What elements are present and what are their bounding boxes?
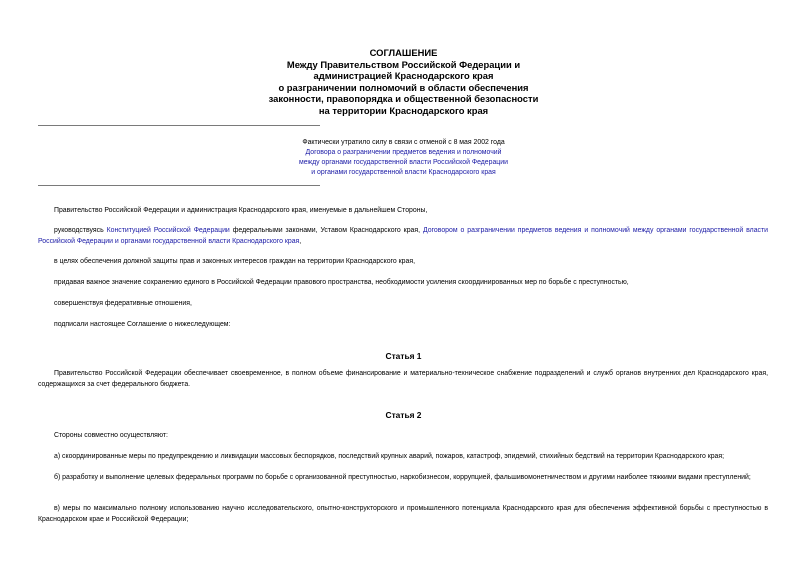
article-2-item-a: а) скоординированные меры по предупреждению и ликвидации массовых беспорядков, последствий крупных аварий, пожаров, катастроф, эпидемий, стихийных бедствий на территории Краснодарского края;: [54, 453, 725, 460]
title-line: о разграничении полномочий в области обеспечения: [278, 81, 529, 93]
title-line: Между Правительством Российской Федерации и: [286, 58, 521, 70]
status-note: [0, 138, 807, 178]
preamble-text: руководствуясь: [54, 227, 107, 234]
document-title: [0, 47, 807, 117]
repeal-link[interactable]: Договора о разграничении предметов ведения и полномочий: [305, 149, 502, 156]
divider-bottom: [38, 185, 320, 186]
title-line: законности, правопорядка и общественной безопасности: [268, 93, 539, 105]
title-line: администрацией Краснодарского края: [313, 70, 494, 82]
article-2-intro: Стороны совместно осуществляют:: [54, 432, 168, 439]
title-line: на территории Краснодарского края: [318, 104, 489, 116]
article-2-heading: Статья 2: [385, 410, 422, 420]
preamble-paragraph-with-links: [38, 226, 768, 248]
article-2-item-b: б) разработку и выполнение целевых федеральных программ по борьбе с организованной преступностью, наркобизнесом, коррупцией, фальшивомонетничеством и другими наиболее тяжкими видами преступлений;: [54, 474, 751, 481]
status-note-text: Фактически утратило силу в связи с отменой с 8 мая 2002 года: [302, 139, 505, 146]
repeal-link[interactable]: между органами государственной власти Российской Федерации: [299, 159, 508, 166]
treaty-link[interactable]: Договором о разграничении предметов ведения и полномочий между органами государственной власти Российской Федерации и органами государственной власти Краснодарского края: [38, 227, 768, 245]
title-line: СОГЛАШЕНИЕ: [369, 47, 438, 58]
preamble-paragraph: Правительство Российской Федерации и администрация Краснодарского края, именуемые в дальнейшем Стороны,: [54, 207, 428, 214]
divider-top: [38, 125, 320, 126]
preamble-text: ,: [299, 237, 302, 245]
article-1-heading: Статья 1: [385, 351, 422, 361]
constitution-link[interactable]: Конституцией Российской Федерации: [106, 227, 230, 234]
preamble-paragraph: совершенствуя федеративные отношения,: [54, 300, 192, 307]
preamble-paragraph: придавая важное значение сохранению единого в Российской Федерации правового пространства, необходимости усиления скоординированных мер по борьбе с преступностью,: [54, 279, 629, 286]
repeal-link[interactable]: и органами государственной власти Краснодарского края: [311, 169, 496, 176]
preamble-text: федеральными законами, Уставом Краснодарского края,: [229, 227, 423, 234]
article-1-text: Правительство Российской Федерации обеспечивает своевременное, в полном объеме финансирование и материально-техническое снабжение подразделений и служб органов внутренних дел Краснодарского края, содержащихся за счет федерального бюджета.: [38, 370, 768, 388]
preamble-paragraph: подписали настоящее Соглашение о нижеследующем:: [54, 321, 231, 328]
preamble-paragraph: в целях обеспечения должной защиты прав и законных интересов граждан на территории Краснодарского края,: [54, 258, 415, 265]
article-2-item-c: в) меры по максимально полному использованию научно исследовательского, опытно-конструкторского и промышленного потенциала Краснодарского края для обеспечения эффективной борьбы с преступностью в Краснодарском крае и Российской Федерации;: [38, 505, 768, 523]
